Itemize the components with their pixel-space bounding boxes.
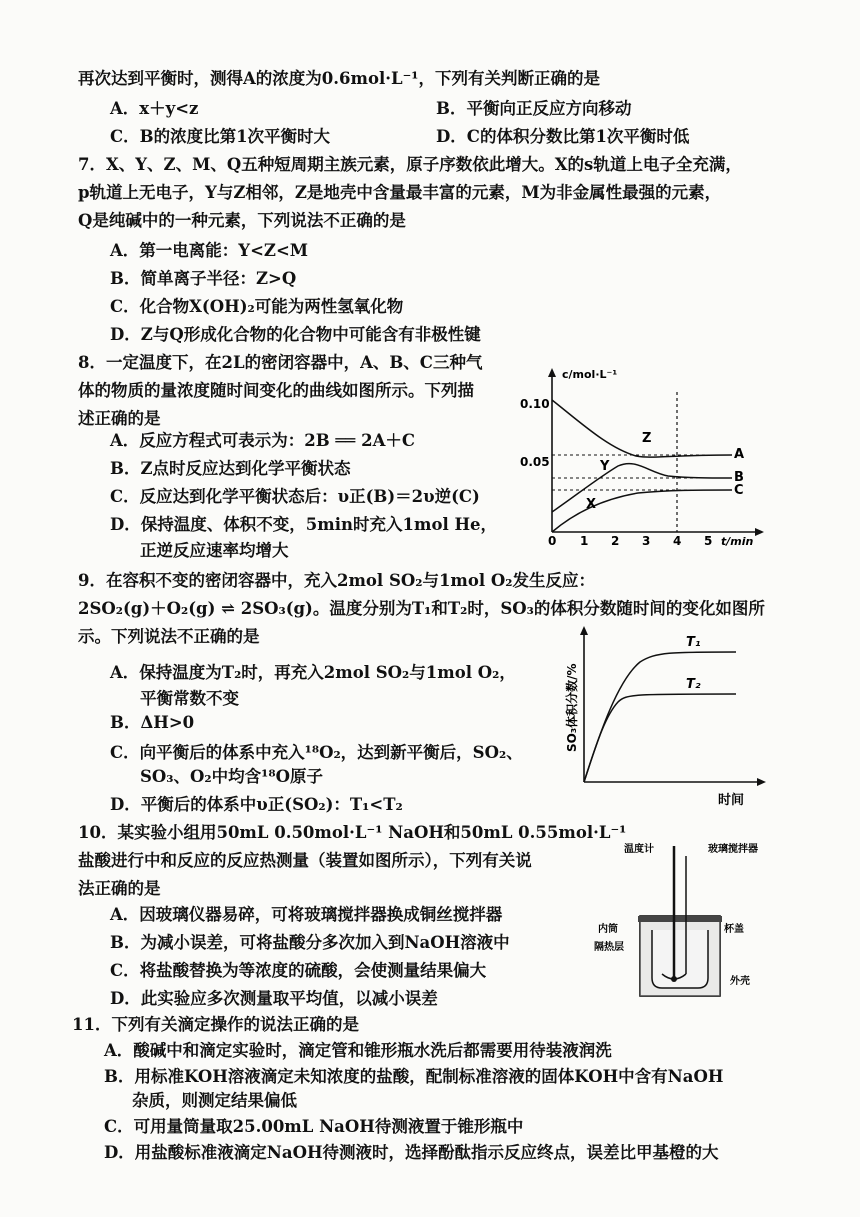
q10-stem-line3: 法正确的是 <box>78 879 161 898</box>
label-inner-cup: 内筒 <box>598 924 618 935</box>
q10-stem-line2: 盐酸进行中和反应的反应热测量（装置如图所示），下列有关说 <box>78 851 532 870</box>
q8-option-d-line1: D．保持温度、体积不变，5min时充入1mol He， <box>110 515 498 534</box>
q9-option-a-line1: A．保持温度为T₂时，再充入2mol SO₂与1mol O₂， <box>110 663 516 682</box>
q8-ytick-0.05: 0.05 <box>520 455 550 469</box>
q8-xtick-2: 2 <box>611 534 620 548</box>
inner-cup <box>652 930 708 988</box>
q9-stem-line1: 9．在容积不变的密闭容器中，充入2mol SO₂与1mol O₂发生反应： <box>78 571 596 590</box>
q9-option-a-line2: 平衡常数不变 <box>140 689 239 708</box>
q9-so3-chart <box>560 622 780 810</box>
q9-series-label-t1: T₁ <box>686 635 701 650</box>
q8-series-label-a: A <box>734 447 745 462</box>
q9-y-arrow <box>580 626 588 635</box>
q8-series-label-c: C <box>734 483 744 498</box>
q6-option-d: D．C的体积分数比第1次平衡时低 <box>436 127 690 146</box>
q8-point-x: X <box>586 497 597 512</box>
q8-option-d-line2: 正逆反应速率均增大 <box>140 541 289 560</box>
q6-option-b: B．平衡向正反应方向移动 <box>436 99 632 118</box>
label-thermometer: 温度计 <box>624 844 654 855</box>
lid <box>638 916 722 922</box>
q6-stem: 再次达到平衡时，测得A的浓度为0.6mol·L⁻¹，下列有关判断正确的是 <box>78 69 601 88</box>
label-insulation: 隔热层 <box>594 942 624 953</box>
q9-x-label: 时间 <box>718 793 745 808</box>
q9-stem-line2: 2SO₂(g)＋O₂(g) ⇌ 2SO₃(g)。温度分别为T₁和T₂时，SO₃的体积分数随时间的变化如图所 <box>78 599 765 618</box>
q8-option-c: C．反应达到化学平衡状态后：υ正(B)＝2υ逆(C) <box>110 487 480 506</box>
q11-option-b-line1: B．用标准KOH溶液滴定未知浓度的盐酸，配制标准溶液的固体KOH中含有NaOH <box>104 1067 724 1086</box>
q11-option-d: D．用盐酸标准液滴定NaOH待测液时，选择酚酞指示反应终点，误差比甲基橙的大 <box>104 1143 719 1162</box>
label-stirrer: 玻璃搅拌器 <box>708 844 758 855</box>
q9-curve-t2 <box>584 694 736 782</box>
q8-option-a: A．反应方程式可表示为：2B ══ 2A＋C <box>110 431 416 450</box>
q8-stem-line3: 述正确的是 <box>78 409 161 428</box>
q8-x-label: t/min <box>721 535 754 548</box>
q9-option-d: D．平衡后的体系中υ正(SO₂)：T₁<T₂ <box>110 795 403 814</box>
q8-stem-line2: 体的物质的量浓度随时间变化的曲线如图所示。下列描 <box>78 381 474 400</box>
q7-option-b: B．简单离子半径：Z>Q <box>110 269 297 288</box>
q8-series-label-b: B <box>734 470 744 485</box>
q8-x-arrow <box>755 528 764 536</box>
q7-stem-line1: 7．X、Y、Z、M、Q五种短周期主族元素，原子序数依此增大。X的s轨道上电子全充满， <box>78 155 742 174</box>
q7-option-d: D．Z与Q形成化合物的化合物中可能含有非极性键 <box>110 325 481 344</box>
calorimeter-figure <box>590 838 770 1004</box>
label-outer-shell: 外壳 <box>730 976 750 987</box>
q8-curve-c <box>552 490 732 532</box>
q8-curve-b <box>552 464 732 512</box>
q9-option-b: B．ΔH>0 <box>110 713 195 732</box>
q8-y-arrow <box>548 368 556 377</box>
q10-option-d: D．此实验应多次测量取平均值，以减小误差 <box>110 989 438 1008</box>
q7-stem-line2: p轨道上无电子，Y与Z相邻，Z是地壳中含量最丰富的元素，M为非金属性最强的元素， <box>78 183 722 202</box>
q10-option-b: B．为减小误差，可将盐酸分多次加入到NaOH溶液中 <box>110 933 510 952</box>
q9-x-arrow <box>757 778 766 786</box>
q8-concentration-chart <box>518 362 778 554</box>
q9-stem-line3: 示。下列说法不正确的是 <box>78 627 260 646</box>
q8-xtick-1: 1 <box>580 534 589 548</box>
q9-y-label: SO₃体积分数/% <box>565 663 579 752</box>
q10-option-c: C．将盐酸替换为等浓度的硫酸，会使测量结果偏大 <box>110 961 487 980</box>
q8-point-z: Z <box>642 431 652 446</box>
q6-option-a: A．x＋y<z <box>110 99 199 118</box>
q7-option-a: A．第一电离能：Y<Z<M <box>110 241 309 260</box>
q8-stem-line1: 8．一定温度下，在2L的密闭容器中，A、B、C三种气 <box>78 353 483 372</box>
q9-curve-t1 <box>584 652 736 782</box>
q11-option-c: C．可用量筒量取25.00mL NaOH待测液置于锥形瓶中 <box>104 1117 524 1136</box>
q8-y-label: c/mol·L⁻¹ <box>562 368 618 381</box>
label-lid: 杯盖 <box>724 924 744 935</box>
q9-series-label-t2: T₂ <box>686 677 701 692</box>
q11-option-a: A．酸碱中和滴定实验时，滴定管和锥形瓶水洗后都需要用待装液润洗 <box>104 1041 612 1060</box>
q10-option-a: A．因玻璃仪器易碎，可将玻璃搅拌器换成铜丝搅拌器 <box>110 905 503 924</box>
q8-curve-a <box>552 400 732 457</box>
q8-ytick-0.10: 0.10 <box>520 397 550 411</box>
q9-option-c-line2: SO₃、O₂中均含¹⁸O原子 <box>140 767 323 786</box>
q7-option-c: C．化合物X(OH)₂可能为两性氢氧化物 <box>110 297 404 316</box>
q8-option-b: B．Z点时反应达到化学平衡状态 <box>110 459 351 478</box>
q10-stem-line1: 10．某实验小组用50mL 0.50mol·L⁻¹ NaOH和50mL 0.55mol·L⁻¹ <box>78 823 627 842</box>
q11-stem: 11．下列有关滴定操作的说法正确的是 <box>72 1015 359 1034</box>
q7-stem-line3: Q是纯碱中的一种元素，下列说法不正确的是 <box>78 211 406 230</box>
q8-xtick-3: 3 <box>642 534 651 548</box>
q11-option-b-line2: 杂质，则测定结果偏低 <box>132 1091 297 1110</box>
q9-option-c-line1: C．向平衡后的体系中充入¹⁸O₂，达到新平衡后，SO₂、 <box>110 743 523 762</box>
q8-xtick-4: 4 <box>673 534 682 548</box>
q8-xtick-5: 5 <box>704 534 713 548</box>
q8-xtick-0: 0 <box>548 534 557 548</box>
q8-point-y: Y <box>600 459 610 474</box>
q6-option-c: C．B的浓度比第1次平衡时大 <box>110 127 331 146</box>
